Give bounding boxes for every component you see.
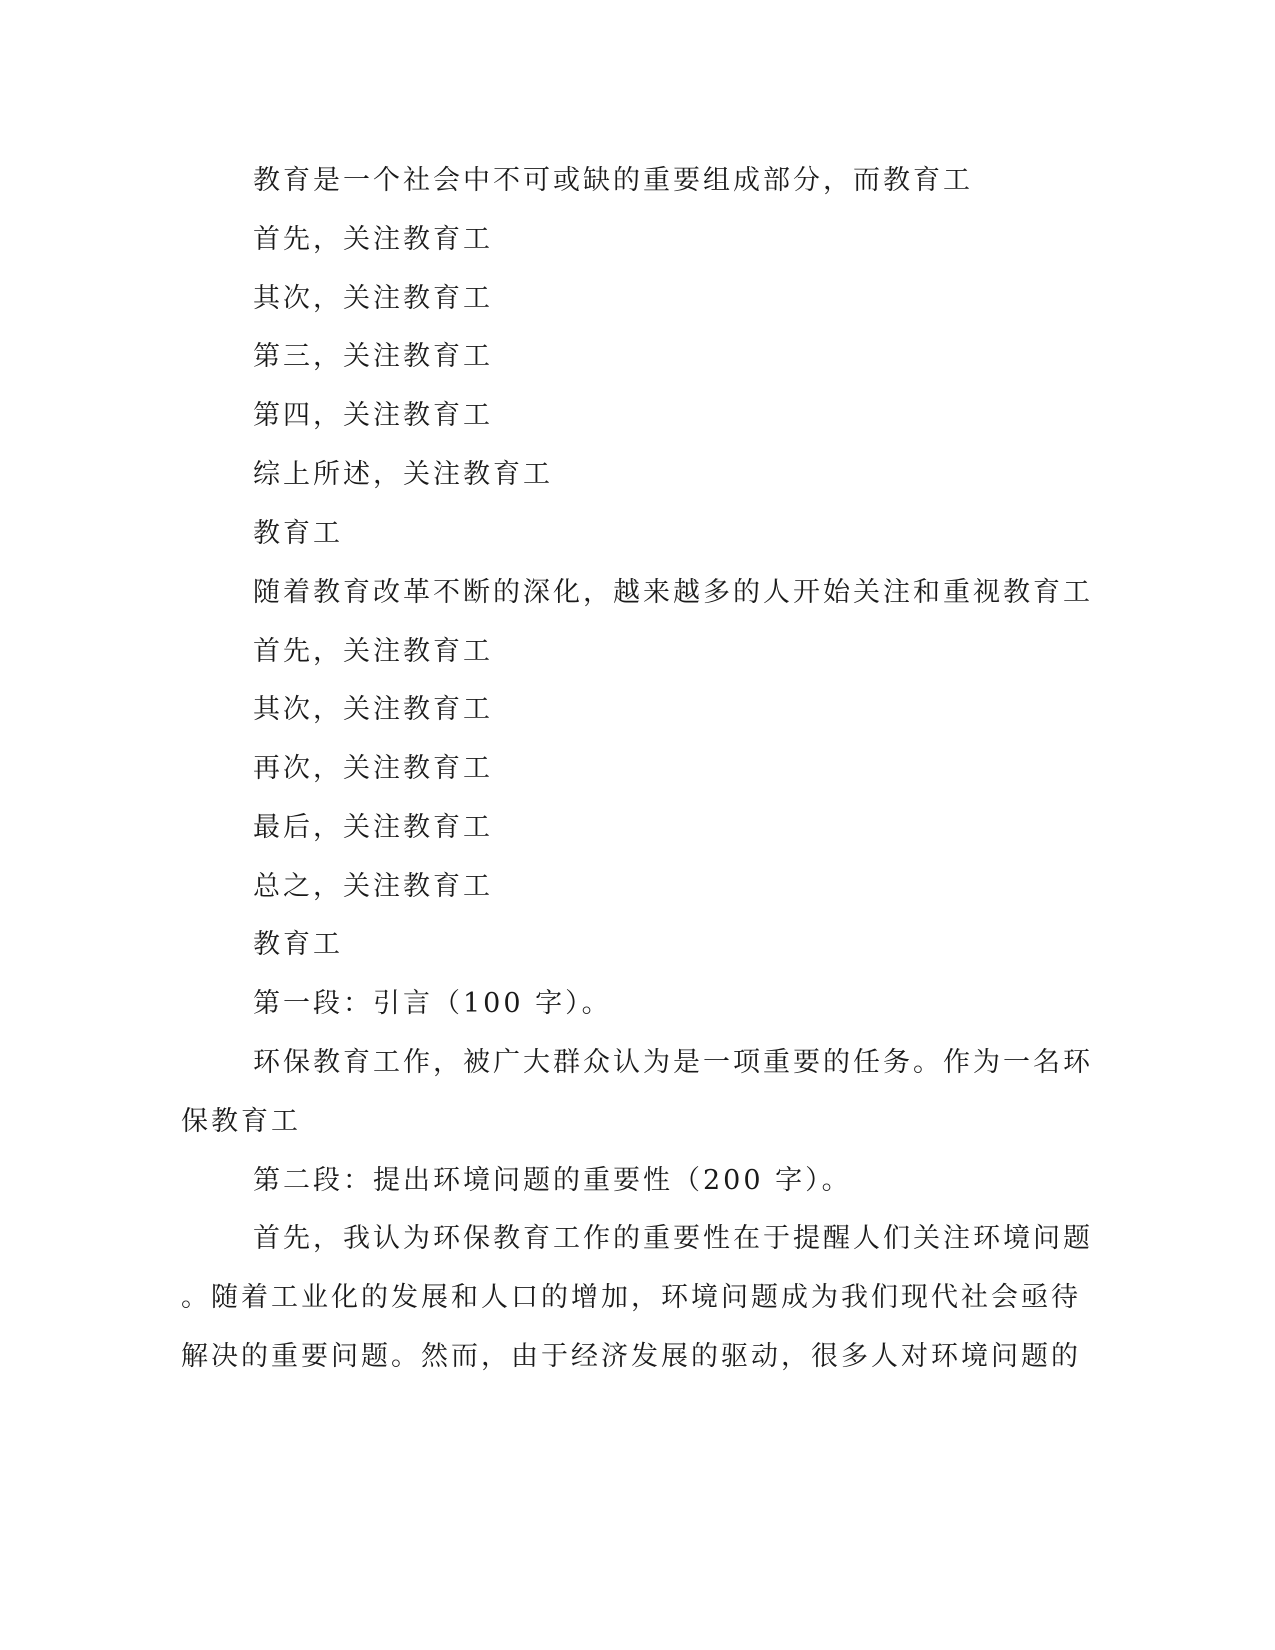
paragraph-importance-line-3: 解决的重要问题。然而，由于经济发展的驱动，很多人对环境问题的 (181, 1341, 1081, 1372)
paragraph-reform-intro: 随着教育改革不断的深化，越来越多的人开始关注和重视教育工 (253, 577, 1093, 608)
paragraph-heading: 教育工 (253, 518, 343, 549)
paragraph-point-second: 其次，关注教育工 (253, 283, 493, 314)
paragraph-env-intro-line-2: 保教育工 (181, 1106, 301, 1137)
paragraph-heading: 教育工 (253, 929, 343, 960)
paragraph-intro: 教育是一个社会中不可或缺的重要组成部分，而教育工 (253, 165, 973, 196)
paragraph-point-third: 第三，关注教育工 (253, 341, 493, 372)
paragraph-point-first: 首先，关注教育工 (253, 224, 493, 255)
section-heading-importance: 第二段：提出环境问题的重要性（200 字）。 (253, 1165, 852, 1196)
paragraph-point-first: 首先，关注教育工 (253, 636, 493, 667)
paragraph-importance-line-1: 首先，我认为环保教育工作的重要性在于提醒人们关注环境问题 (253, 1223, 1093, 1254)
section-heading-intro: 第一段：引言（100 字）。 (253, 988, 612, 1019)
paragraph-point-fourth: 第四，关注教育工 (253, 400, 493, 431)
paragraph-conclusion: 综上所述，关注教育工 (253, 459, 553, 490)
paragraph-point-again: 再次，关注教育工 (253, 753, 493, 784)
paragraph-summary: 总之，关注教育工 (253, 871, 493, 902)
paragraph-point-second: 其次，关注教育工 (253, 694, 493, 725)
paragraph-env-intro-line-1: 环保教育工作，被广大群众认为是一项重要的任务。作为一名环 (253, 1047, 1093, 1078)
paragraph-point-last: 最后，关注教育工 (253, 812, 493, 843)
paragraph-importance-line-2: 。随着工业化的发展和人口的增加，环境问题成为我们现代社会亟待 (181, 1282, 1081, 1313)
